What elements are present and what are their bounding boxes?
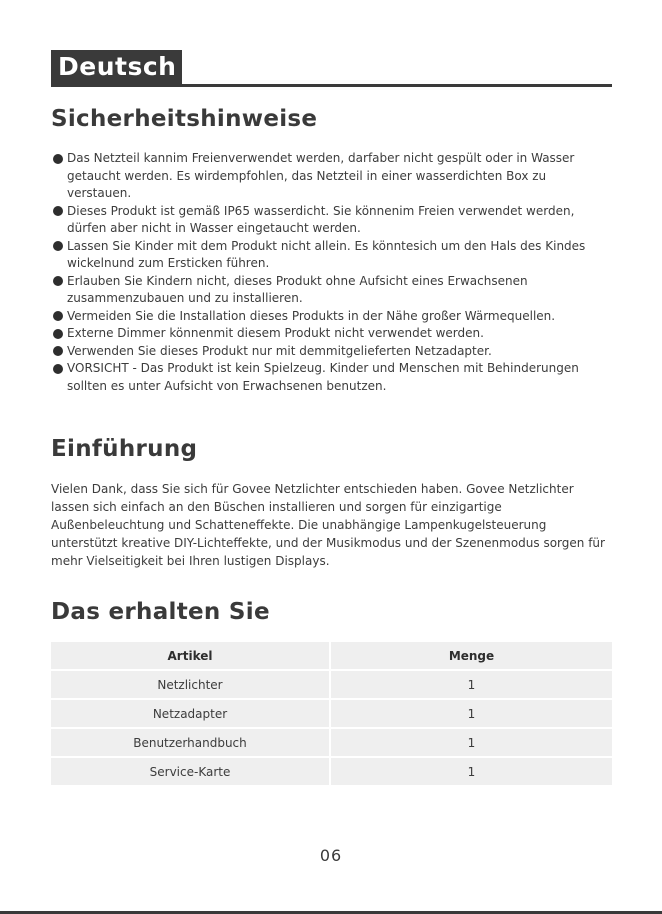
quantity-cell: 1 <box>331 671 612 698</box>
table-row <box>51 671 612 698</box>
table-header-row <box>51 642 612 669</box>
safety-item-text: Externe Dimmer könnenmit diesem Produkt nicht verwendet werden. <box>67 326 484 340</box>
item-cell: Service-Karte <box>51 758 331 785</box>
bullet-icon <box>53 276 63 286</box>
safety-item <box>52 150 612 203</box>
bullet-icon <box>53 364 63 374</box>
column-header-item: Artikel <box>51 642 331 669</box>
safety-title: Sicherheitshinweise <box>51 106 318 132</box>
contents-table <box>51 640 612 787</box>
safety-item-text: Das Netzteil kannim Freienverwendet werden, darfaber nicht gespült oder in Wasser getaucht werden. Es wirdempfohlen, das Netzteil in einer wasserdichten Box zu verstauen. <box>67 151 575 200</box>
bullet-icon <box>53 329 63 339</box>
intro-paragraph: Vielen Dank, dass Sie sich für Govee Netzlichter entschieden haben. Govee Netzlichter lassen sich einfach an den Büschen installieren und sorgen für einzigartige Außenbeleuchtung und Schatteneffekte. Die unabhängige Lampenkugelsteuerung unterstützt kreative DIY-Lichteffekte, und der Musikmodus und der Szenenmodus sorgen für mehr Vielseitigkeit bei Ihren lustigen Displays. <box>51 482 605 568</box>
safety-item <box>52 325 612 343</box>
safety-item-text: Erlauben Sie Kindern nicht, dieses Produkt ohne Aufsicht eines Erwachsenen zusammenzubauen und zu installieren. <box>67 273 528 305</box>
column-header-quantity: Menge <box>331 642 612 669</box>
header-rule <box>51 84 612 87</box>
quantity-cell: 1 <box>331 700 612 727</box>
safety-item <box>52 203 612 238</box>
contents-title: Das erhalten Sie <box>51 599 270 625</box>
bullet-icon <box>53 241 63 251</box>
bullet-icon <box>53 154 63 164</box>
table-row <box>51 758 612 785</box>
safety-item-text: VORSICHT - Das Produkt ist kein Spielzeug. Kinder und Menschen mit Behinderungen sollten es unter Aufsicht von Erwachsenen benutzen. <box>67 361 579 393</box>
item-cell: Benutzerhandbuch <box>51 729 331 756</box>
page-number: 06 <box>319 846 343 865</box>
table-row <box>51 700 612 727</box>
safety-item-text: Dieses Produkt ist gemäß IP65 wasserdicht. Sie könnenim Freien verwendet werden, dürfen aber nicht in Wasser eingetaucht werden. <box>67 203 575 235</box>
item-cell: Netzadapter <box>51 700 331 727</box>
safety-item-text: Lassen Sie Kinder mit dem Produkt nicht allein. Es könntesich um den Hals des Kindes wickelnund zum Ersticken führen. <box>67 238 586 270</box>
quantity-cell: 1 <box>331 729 612 756</box>
table-row <box>51 729 612 756</box>
bullet-icon <box>53 346 63 356</box>
intro-title: Einführung <box>51 436 198 462</box>
safety-item <box>52 308 612 326</box>
language-label: Deutsch <box>51 50 182 84</box>
safety-item <box>52 273 612 308</box>
safety-item-text: Verwenden Sie dieses Produkt nur mit demmitgelieferten Netzadapter. <box>67 343 492 358</box>
quantity-cell: 1 <box>331 758 612 785</box>
safety-item-text: Vermeiden Sie die Installation dieses Produkts in der Nähe großer Wärmequellen. <box>67 308 556 323</box>
bullet-icon <box>53 311 63 321</box>
bullet-icon <box>53 206 63 216</box>
safety-item <box>52 238 612 273</box>
safety-item <box>52 360 612 395</box>
safety-list <box>52 150 612 395</box>
item-cell: Netzlichter <box>51 671 331 698</box>
language-header <box>51 50 612 86</box>
safety-item <box>52 343 612 361</box>
